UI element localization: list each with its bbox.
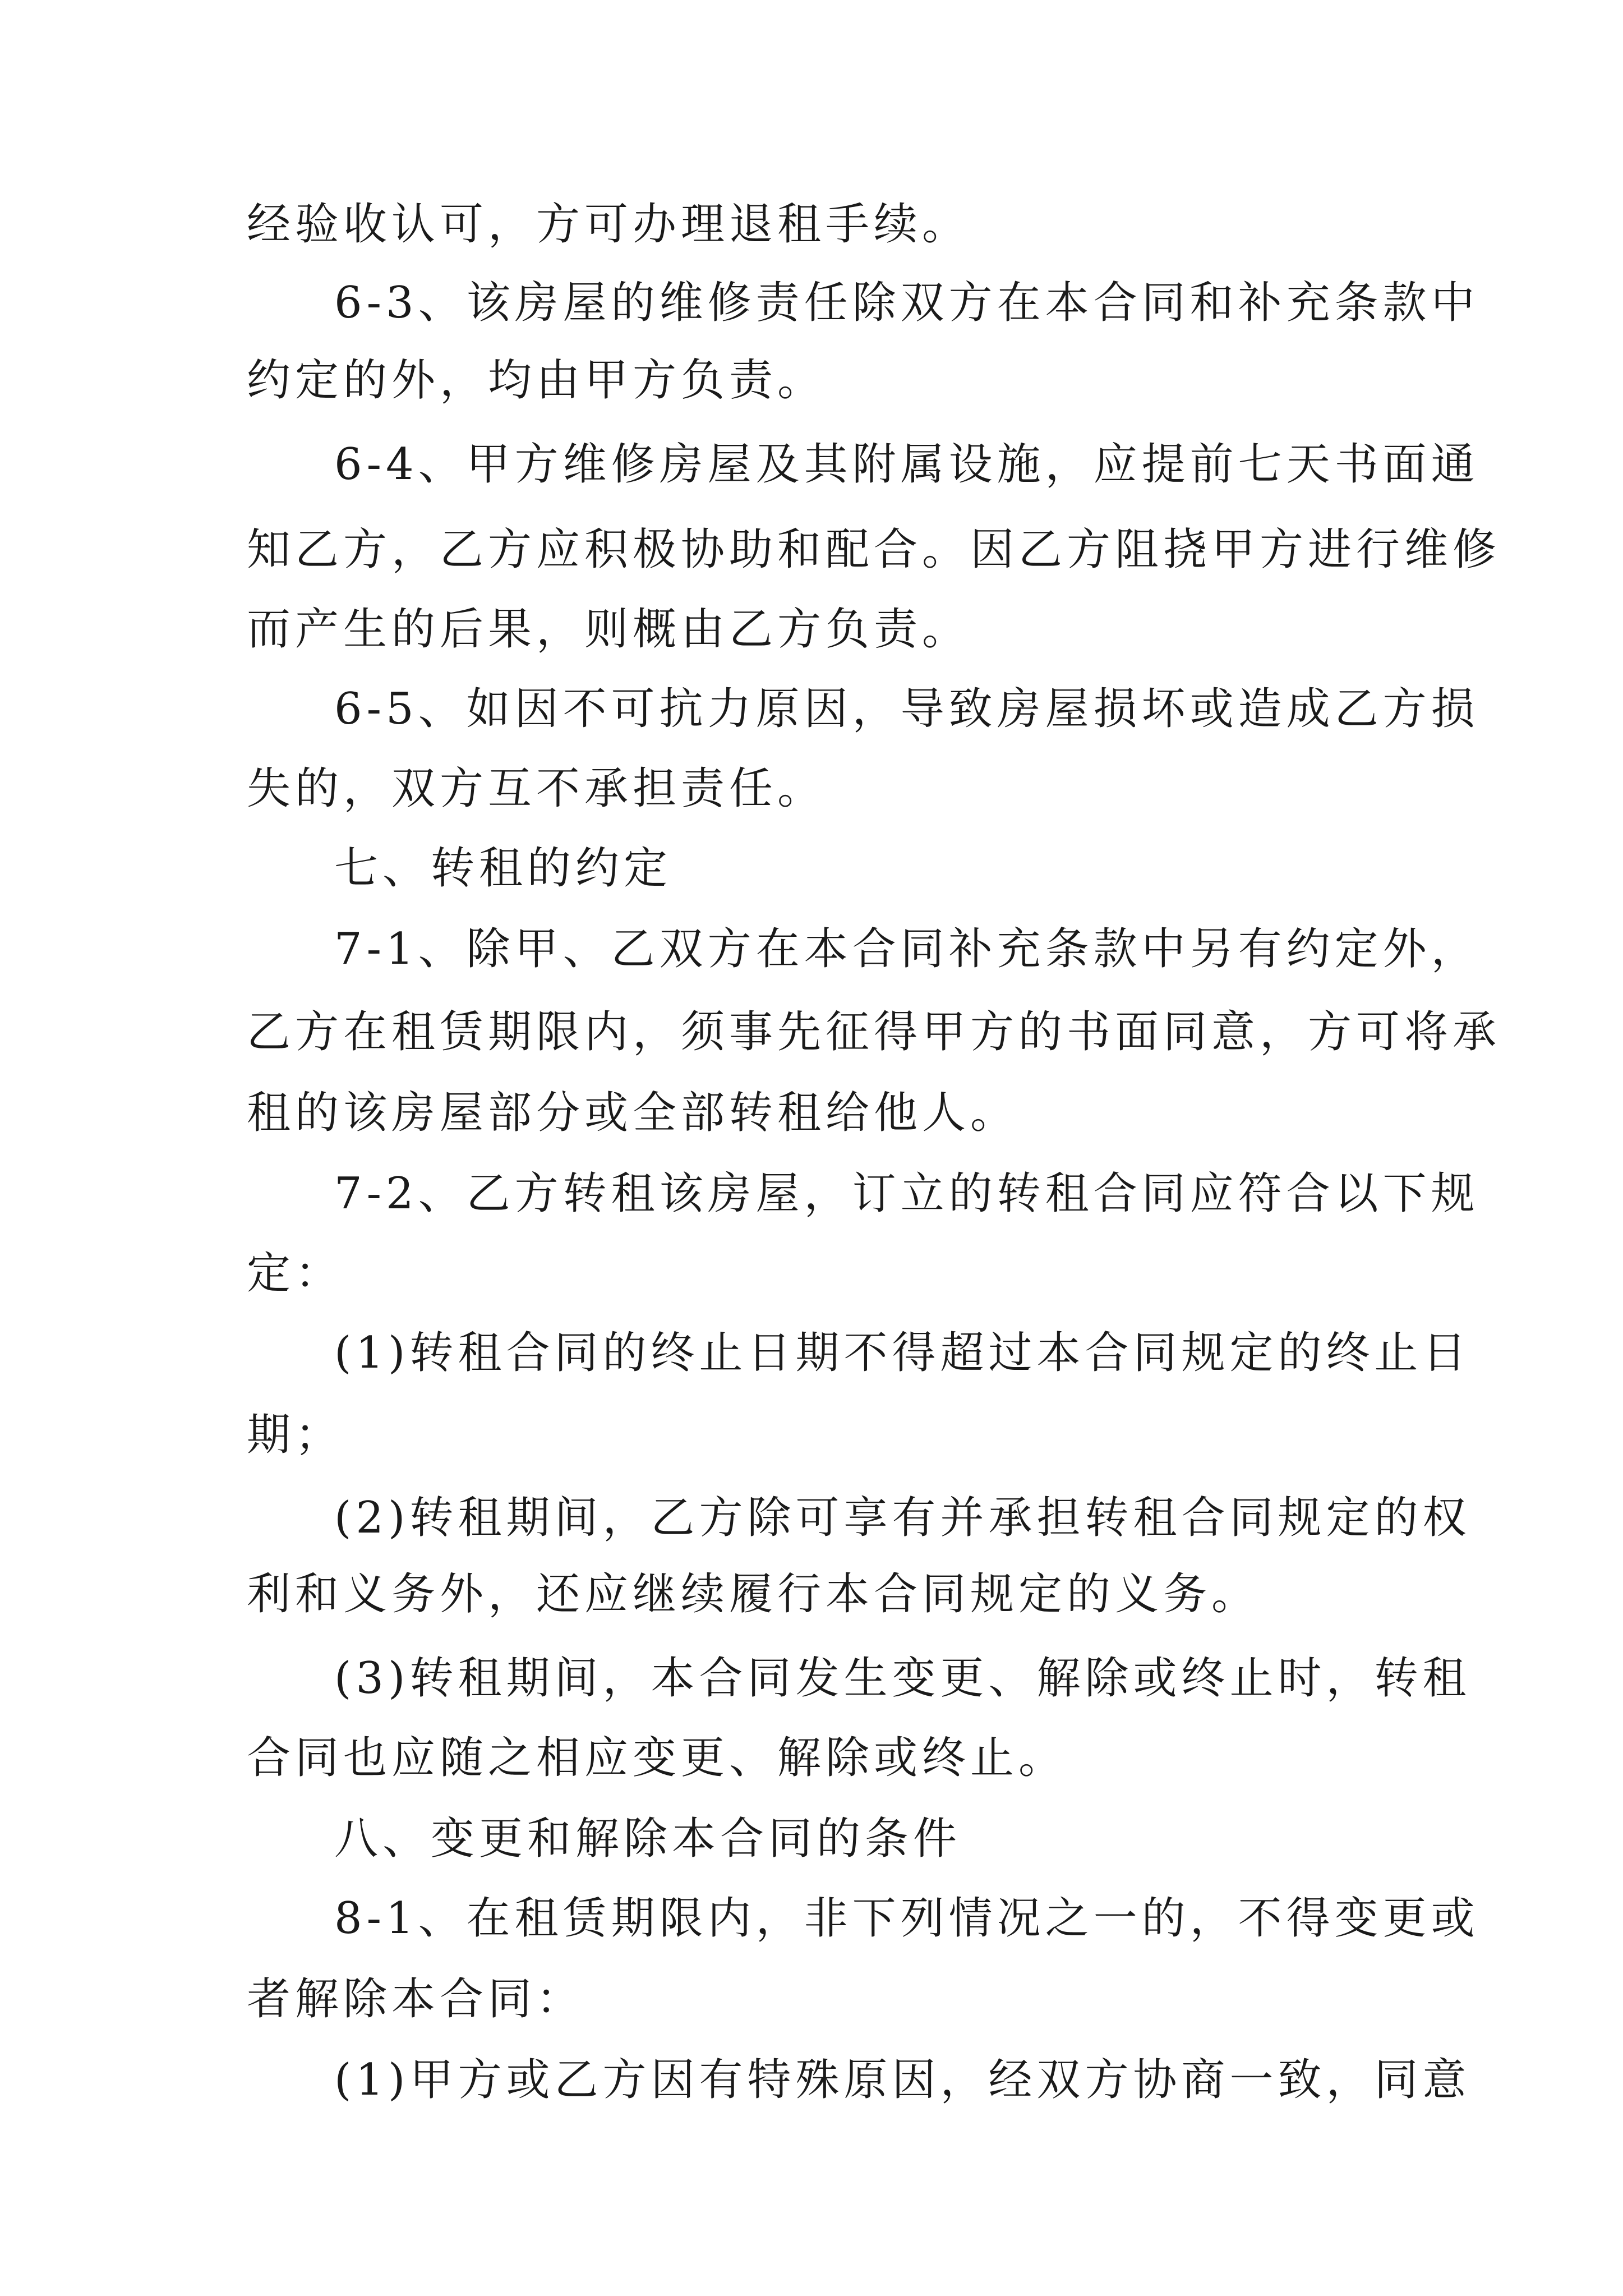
section-heading: 七、转租的约定 [334,843,672,894]
text-line: 6-5、如因不可抗力原因，导致房屋损坏或造成乙方损 [334,684,1479,734]
text-line: 知乙方，乙方应积极协助和配合。因乙方阻挠甲方进行维修 [247,524,1501,575]
text-line: 租的该房屋部分或全部转租给他人。 [247,1088,1019,1138]
text-line: 7-1、除甲、乙双方在本合同补充条款中另有约定外， [334,924,1479,974]
text-line: 者解除本合同： [247,1974,585,2024]
text-line: 乙方在租赁期限内，须事先征得甲方的书面同意，方可将承 [247,1007,1501,1057]
text-line: (2)转租期间，乙方除可享有并承担转租合同规定的权 [334,1493,1471,1543]
text-line: 期； [247,1410,344,1460]
text-line: 7-2、乙方转租该房屋，订立的转租合同应符合以下规 [334,1168,1479,1219]
text-line: 而产生的后果，则概由乙方负责。 [247,604,971,655]
text-line: 经验收认可，方可办理退租手续。 [247,199,971,250]
text-line: 6-3、该房屋的维修责任除双方在本合同和补充条款中 [334,278,1479,328]
text-line: 8-1、在租赁期限内，非下列情况之一的，不得变更或 [334,1893,1479,1944]
text-line: 6-4、甲方维修房屋及其附属设施，应提前七天书面通 [334,439,1479,490]
text-line: 利和义务外，还应继续履行本合同规定的义务。 [247,1569,1260,1619]
text-line: (1)甲方或乙方因有特殊原因，经双方协商一致，同意 [334,2055,1471,2105]
text-line: (3)转租期间，本合同发生变更、解除或终止时，转租 [334,1653,1471,1704]
text-line: 约定的外，均由甲方负责。 [247,355,826,406]
text-line: 失的，双方互不承担责任。 [247,763,826,814]
text-line: 合同也应随之相应变更、解除或终止。 [247,1733,1067,1783]
text-line: (1)转租合同的终止日期不得超过本合同规定的终止日 [334,1328,1471,1378]
section-heading: 八、变更和解除本合同的条件 [334,1814,962,1864]
text-line: 定： [247,1248,344,1299]
